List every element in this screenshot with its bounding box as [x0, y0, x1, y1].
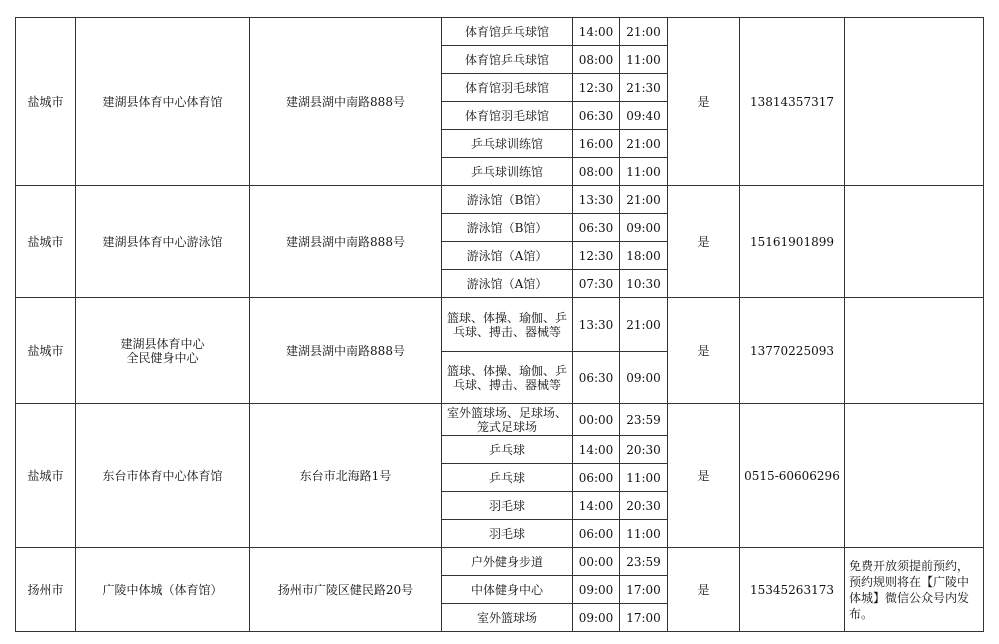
address-cell: 扬州市广陵区健民路20号	[250, 548, 442, 632]
facility-cell: 乒乓球训练馆	[442, 158, 573, 186]
phone-cell: 13814357317	[740, 18, 845, 186]
start-time-cell: 14:00	[573, 18, 620, 46]
address-cell: 建湖县湖中南路888号	[250, 18, 442, 186]
start-time-cell: 09:00	[573, 604, 620, 632]
facility-cell: 游泳馆（A馆）	[442, 242, 573, 270]
table-row	[16, 186, 984, 214]
facility-cell: 体育馆羽毛球馆	[442, 102, 573, 130]
end-time-cell: 17:00	[620, 604, 668, 632]
address-cell: 建湖县湖中南路888号	[250, 186, 442, 298]
facility-cell: 中体健身中心	[442, 576, 573, 604]
facility-cell: 游泳馆（B馆）	[442, 214, 573, 242]
table-row	[16, 18, 984, 46]
start-time-cell: 06:30	[573, 102, 620, 130]
start-time-cell: 16:00	[573, 130, 620, 158]
table-row	[16, 548, 984, 576]
table-row	[16, 298, 984, 352]
facility-cell: 体育馆羽毛球馆	[442, 74, 573, 102]
venue-cell: 广陵中体城（体育馆）	[76, 548, 250, 632]
start-time-cell: 06:00	[573, 464, 620, 492]
free-open-cell: 是	[668, 548, 740, 632]
start-time-cell: 12:30	[573, 242, 620, 270]
end-time-cell: 09:00	[620, 352, 668, 404]
facility-cell: 篮球、体操、瑜伽、乒乓球、搏击、器械等	[442, 298, 573, 352]
facility-cell: 篮球、体操、瑜伽、乒乓球、搏击、器械等	[442, 352, 573, 404]
end-time-cell: 11:00	[620, 520, 668, 548]
venue-cell: 建湖县体育中心游泳馆	[76, 186, 250, 298]
end-time-cell: 23:59	[620, 404, 668, 436]
start-time-cell: 13:30	[573, 298, 620, 352]
end-time-cell: 21:30	[620, 74, 668, 102]
start-time-cell: 06:00	[573, 520, 620, 548]
address-cell: 建湖县湖中南路888号	[250, 298, 442, 404]
start-time-cell: 06:30	[573, 214, 620, 242]
facility-cell: 羽毛球	[442, 520, 573, 548]
phone-cell: 15161901899	[740, 186, 845, 298]
facility-cell: 体育馆乒乓球馆	[442, 46, 573, 74]
facility-cell: 室外篮球场	[442, 604, 573, 632]
phone-cell: 0515-60606296	[740, 404, 845, 548]
table-row	[16, 404, 984, 436]
venue-cell: 建湖县体育中心 全民健身中心	[76, 298, 250, 404]
end-time-cell: 23:59	[620, 548, 668, 576]
free-open-cell: 是	[668, 404, 740, 548]
start-time-cell: 00:00	[573, 548, 620, 576]
start-time-cell: 14:00	[573, 436, 620, 464]
start-time-cell: 09:00	[573, 576, 620, 604]
start-time-cell: 13:30	[573, 186, 620, 214]
facility-cell: 户外健身步道	[442, 548, 573, 576]
facility-cell: 乒乓球训练馆	[442, 130, 573, 158]
facility-cell: 体育馆乒乓球馆	[442, 18, 573, 46]
end-time-cell: 11:00	[620, 464, 668, 492]
facility-cell: 游泳馆（A馆）	[442, 270, 573, 298]
free-open-cell: 是	[668, 298, 740, 404]
note-cell: 免费开放须提前预约，预约规则将在【广陵中体城】微信公众号内发布。	[845, 548, 984, 632]
city-cell: 扬州市	[16, 548, 76, 632]
end-time-cell: 11:00	[620, 46, 668, 74]
end-time-cell: 21:00	[620, 186, 668, 214]
phone-cell: 15345263173	[740, 548, 845, 632]
start-time-cell: 14:00	[573, 492, 620, 520]
phone-cell: 13770225093	[740, 298, 845, 404]
facility-cell: 羽毛球	[442, 492, 573, 520]
note-cell	[845, 298, 984, 404]
note-cell	[845, 404, 984, 548]
end-time-cell: 18:00	[620, 242, 668, 270]
free-open-cell: 是	[668, 186, 740, 298]
start-time-cell: 08:00	[573, 46, 620, 74]
venue-schedule-table	[15, 17, 984, 632]
city-cell: 盐城市	[16, 186, 76, 298]
facility-cell: 室外篮球场、足球场、笼式足球场	[442, 404, 573, 436]
city-cell: 盐城市	[16, 18, 76, 186]
start-time-cell: 06:30	[573, 352, 620, 404]
end-time-cell: 11:00	[620, 158, 668, 186]
venue-cell: 东台市体育中心体育馆	[76, 404, 250, 548]
end-time-cell: 21:00	[620, 18, 668, 46]
facility-cell: 乒乓球	[442, 464, 573, 492]
note-cell	[845, 18, 984, 186]
free-open-cell: 是	[668, 18, 740, 186]
end-time-cell: 09:40	[620, 102, 668, 130]
start-time-cell: 00:00	[573, 404, 620, 436]
address-cell: 东台市北海路1号	[250, 404, 442, 548]
facility-cell: 乒乓球	[442, 436, 573, 464]
start-time-cell: 12:30	[573, 74, 620, 102]
end-time-cell: 20:30	[620, 492, 668, 520]
end-time-cell: 09:00	[620, 214, 668, 242]
city-cell: 盐城市	[16, 404, 76, 548]
city-cell: 盐城市	[16, 298, 76, 404]
end-time-cell: 21:00	[620, 298, 668, 352]
facility-cell: 游泳馆（B馆）	[442, 186, 573, 214]
start-time-cell: 07:30	[573, 270, 620, 298]
note-cell	[845, 186, 984, 298]
end-time-cell: 21:00	[620, 130, 668, 158]
end-time-cell: 20:30	[620, 436, 668, 464]
end-time-cell: 17:00	[620, 576, 668, 604]
start-time-cell: 08:00	[573, 158, 620, 186]
end-time-cell: 10:30	[620, 270, 668, 298]
venue-cell: 建湖县体育中心体育馆	[76, 18, 250, 186]
